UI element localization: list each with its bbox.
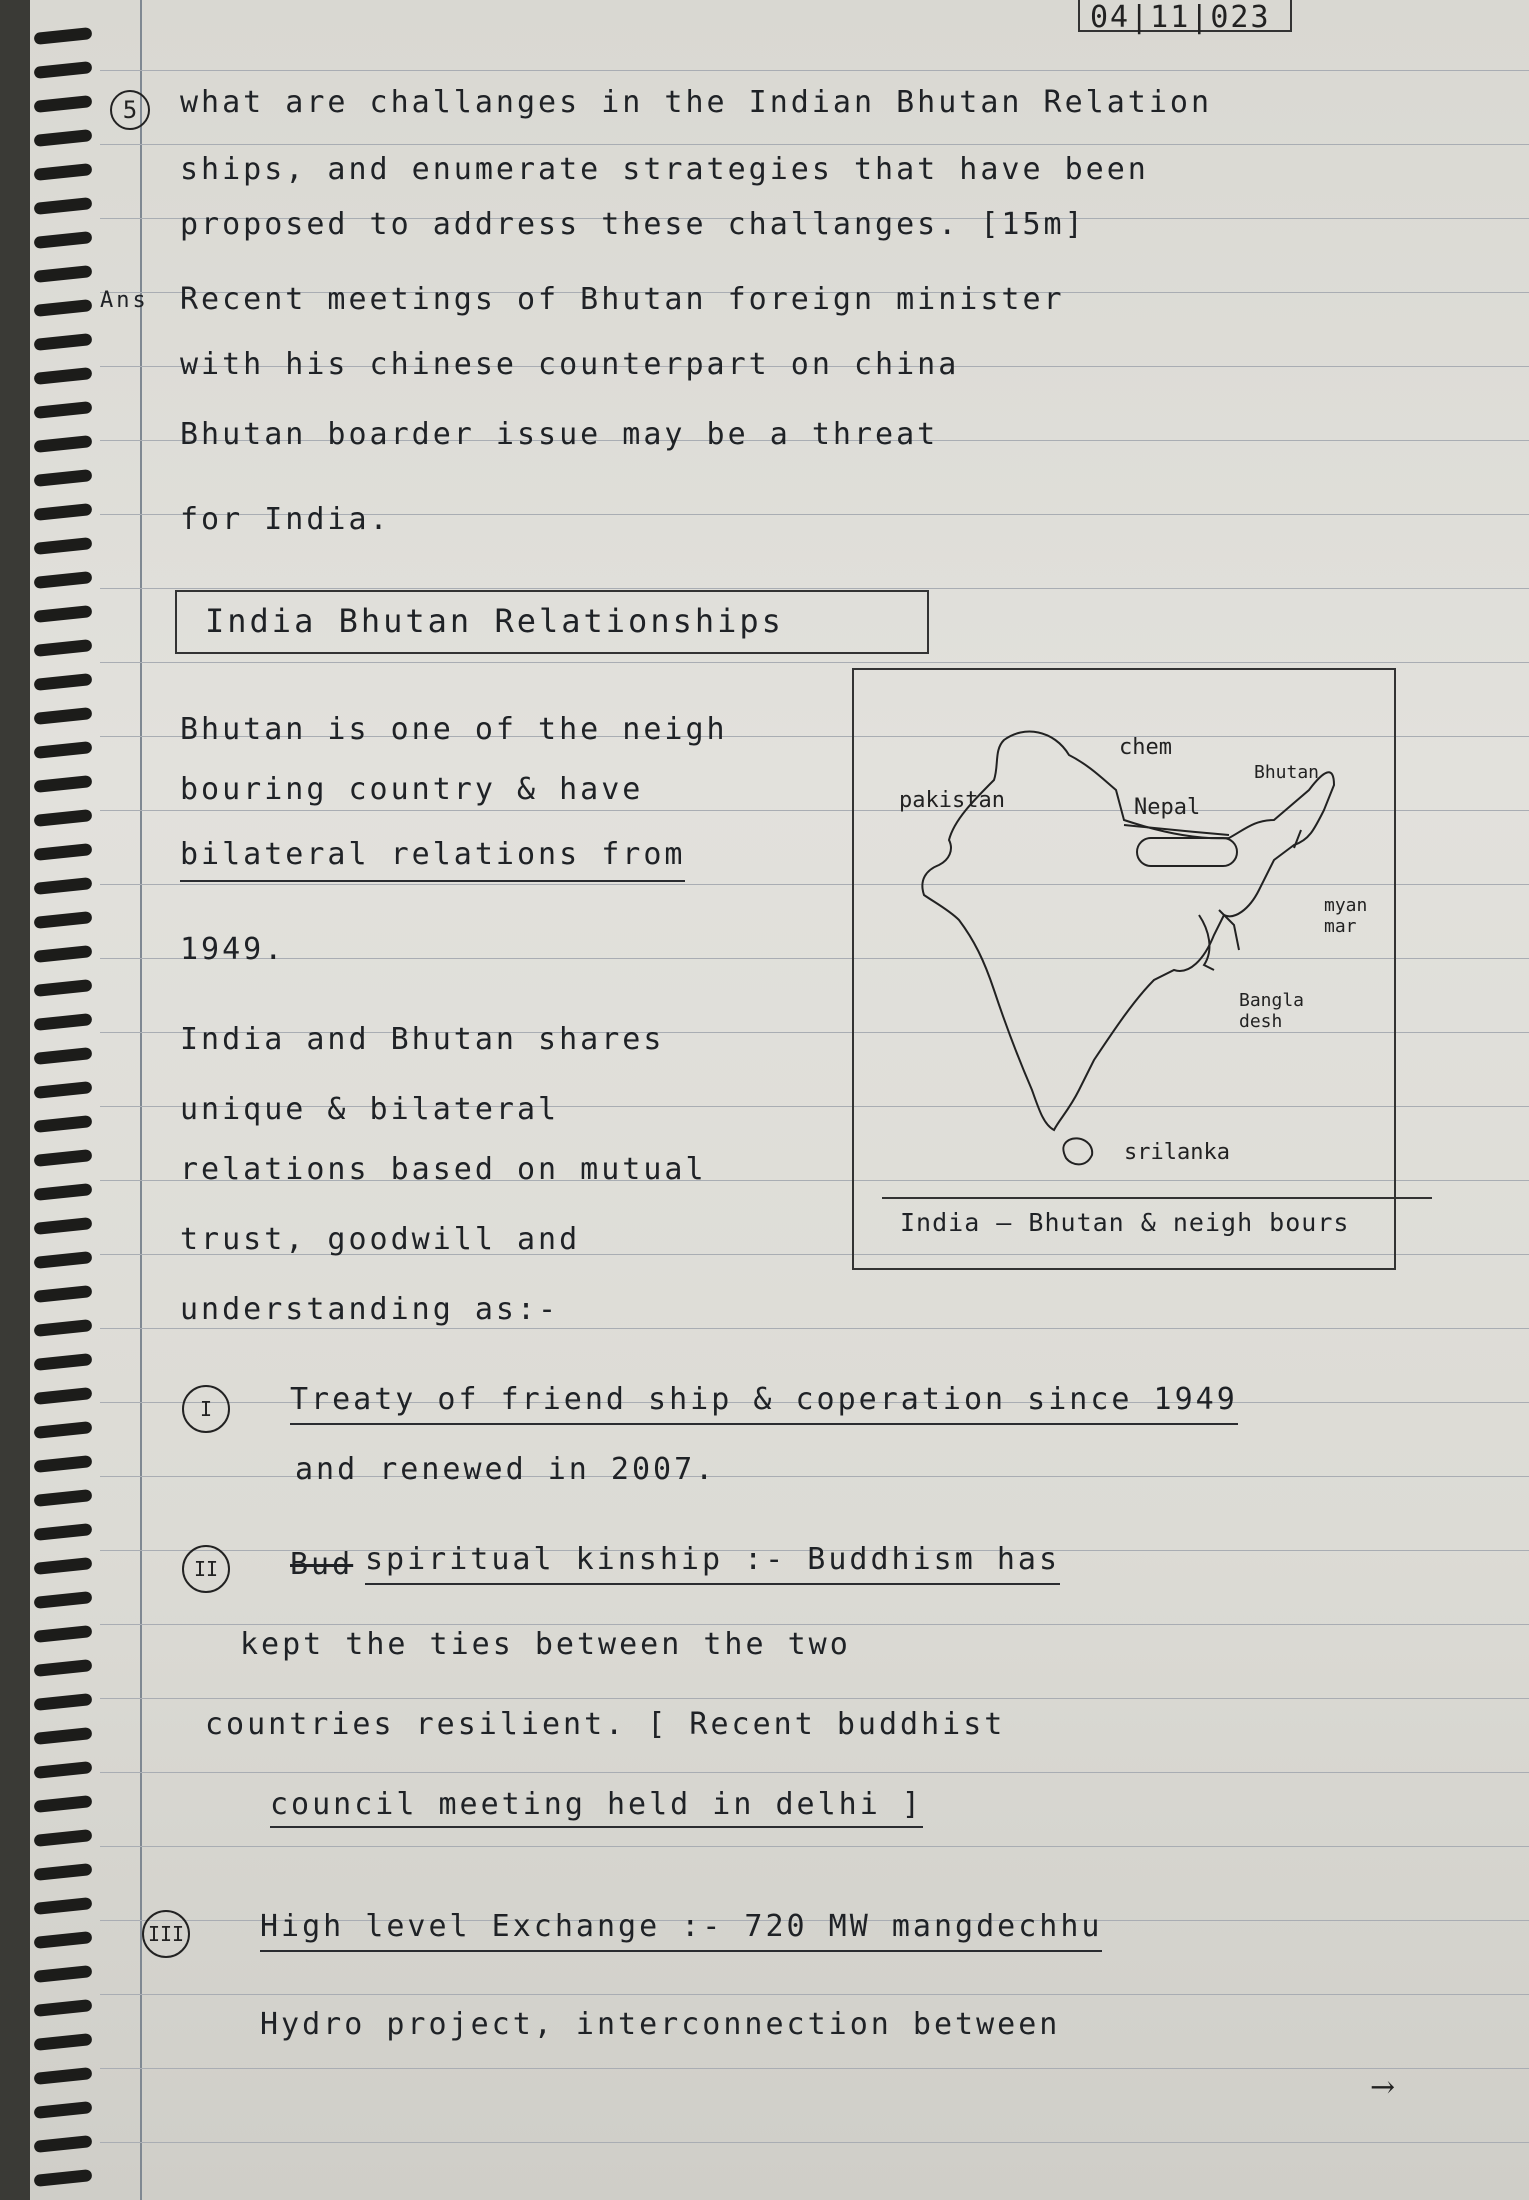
spiral-hole [34,95,93,113]
answer-intro-3: Bhutan boarder issue may be a threat [180,417,939,452]
para2-line-2: unique & bilateral [180,1092,560,1127]
map-label-srilanka: srilanka [1124,1140,1230,1165]
point-2-line-1: spiritual kinship :- Buddhism has [365,1545,1060,1585]
spiral-hole [34,1353,93,1371]
spiral-hole [34,1897,93,1915]
spiral-hole [34,435,93,453]
spiral-binding [30,0,100,2200]
map-caption-rule [882,1197,1432,1199]
ruled-line [100,1328,1529,1329]
para1-line-2: bouring country & have [180,772,644,807]
question-number: 5 [110,90,150,130]
para1-line-3: bilateral relations from [180,840,685,882]
spiral-hole [34,1829,93,1847]
point-2-number: II [182,1545,230,1593]
spiral-hole [34,163,93,181]
spiral-hole [34,2135,93,2153]
answer-marker: Ans [100,288,149,313]
spiral-hole [34,367,93,385]
spiral-hole [34,2169,93,2187]
spiral-hole [34,1999,93,2017]
ruled-line [100,1698,1529,1699]
spiral-hole [34,979,93,997]
spiral-hole [34,741,93,759]
spiral-hole [34,1761,93,1779]
spiral-hole [34,1625,93,1643]
para1-line-4: 1949. [180,932,286,967]
spiral-hole [34,469,93,487]
para2-line-5: understanding as:- [180,1292,560,1327]
question-line-3: proposed to address these challanges. [15m] [180,207,1086,242]
spiral-hole [34,1081,93,1099]
spiral-hole [34,571,93,589]
spiral-hole [34,1727,93,1745]
point-2-line-3: countries resilient. [ Recent buddhist [205,1707,1006,1742]
spiral-hole [34,1965,93,1983]
point-2-line-2: kept the ties between the two [240,1627,851,1662]
point-3-number: III [142,1910,190,1958]
spiral-hole [34,1455,93,1473]
spiral-hole [34,1693,93,1711]
answer-intro-4: for India. [180,502,391,537]
spiral-hole [34,945,93,963]
spiral-hole [34,775,93,793]
map-label-nepal: Nepal [1134,795,1201,820]
spiral-hole [34,2101,93,2119]
map-label-bangladesh: Bangla desh [1239,990,1305,1032]
ruled-line [100,1994,1529,1995]
section-heading: India Bhutan Relationships [205,602,784,640]
ruled-line [100,144,1529,145]
ruled-line [100,70,1529,71]
notebook-page [30,0,1529,2200]
ruled-line [100,1772,1529,1773]
spiral-hole [34,1931,93,1949]
ruled-line [100,662,1529,663]
spiral-hole [34,639,93,657]
map-label-pakistan: pakistan [899,788,1005,813]
spiral-hole [34,503,93,521]
spiral-hole [34,1863,93,1881]
para2-line-3: relations based on mutual [180,1152,707,1187]
spiral-hole [34,2033,93,2051]
margin-line [140,0,142,2200]
point-1-line-2: and renewed in 2007. [295,1452,717,1487]
date: 04|11|023 [1090,0,1271,35]
map-label-myanmar: myan mar [1324,895,1368,937]
spiral-hole [34,1115,93,1133]
spiral-hole [34,1523,93,1541]
map-label-chem: chem [1119,735,1172,760]
answer-intro-1: Recent meetings of Bhutan foreign minister [180,282,1065,317]
spiral-hole [34,877,93,895]
para2-line-1: India and Bhutan shares [180,1022,665,1057]
spiral-hole [34,605,93,623]
point-1-number: I [182,1385,230,1433]
spiral-hole [34,197,93,215]
map-label-bhutan: Bhutan [1254,762,1320,783]
spiral-hole [34,1149,93,1167]
spiral-hole [34,809,93,827]
spiral-hole [34,1251,93,1269]
spiral-hole [34,537,93,555]
spiral-hole [34,1489,93,1507]
para2-line-4: trust, goodwill and [180,1222,581,1257]
spiral-hole [34,231,93,249]
spiral-hole [34,27,93,45]
spiral-hole [34,129,93,147]
spiral-hole [34,1591,93,1609]
spiral-hole [34,1319,93,1337]
continue-arrow: → [1370,2070,1396,2105]
spiral-hole [34,1421,93,1439]
ruled-line [100,2068,1529,2069]
point-3-line-2: Hydro project, interconnection between [260,2007,1061,2042]
spiral-hole [34,2067,93,2085]
point-3-line-1: High level Exchange :- 720 MW mangdechhu [260,1912,1102,1952]
spiral-hole [34,1557,93,1575]
spiral-hole [34,707,93,725]
answer-intro-2: with his chinese counterpart on china [180,347,960,382]
spiral-hole [34,333,93,351]
spiral-hole [34,61,93,79]
para1-line-1: Bhutan is one of the neigh [180,712,728,747]
ruled-line [100,1624,1529,1625]
question-line-2: ships, and enumerate strategies that have been [180,152,1149,187]
spiral-hole [34,1659,93,1677]
spiral-hole [34,1047,93,1065]
ruled-line [100,2142,1529,2143]
point-2-line-4: council meeting held in delhi ] [270,1790,923,1828]
spiral-hole [34,1285,93,1303]
spiral-hole [34,1013,93,1031]
spiral-hole [34,673,93,691]
map-caption: India — Bhutan & neigh bours [900,1208,1350,1237]
spiral-hole [34,1217,93,1235]
ruled-line [100,1846,1529,1847]
spiral-hole [34,299,93,317]
map-box [852,668,1396,1270]
spiral-hole [34,401,93,419]
spiral-hole [34,1795,93,1813]
question-line-1: what are challanges in the Indian Bhutan Relation [180,85,1213,120]
spiral-hole [34,1387,93,1405]
point-2-struck-word: Bud [290,1547,354,1582]
ruled-line [100,588,1529,589]
spiral-hole [34,265,93,283]
point-1-line-1: Treaty of friend ship & coperation since 1949 [290,1385,1238,1425]
spiral-hole [34,843,93,861]
spiral-hole [34,911,93,929]
spiral-hole [34,1183,93,1201]
